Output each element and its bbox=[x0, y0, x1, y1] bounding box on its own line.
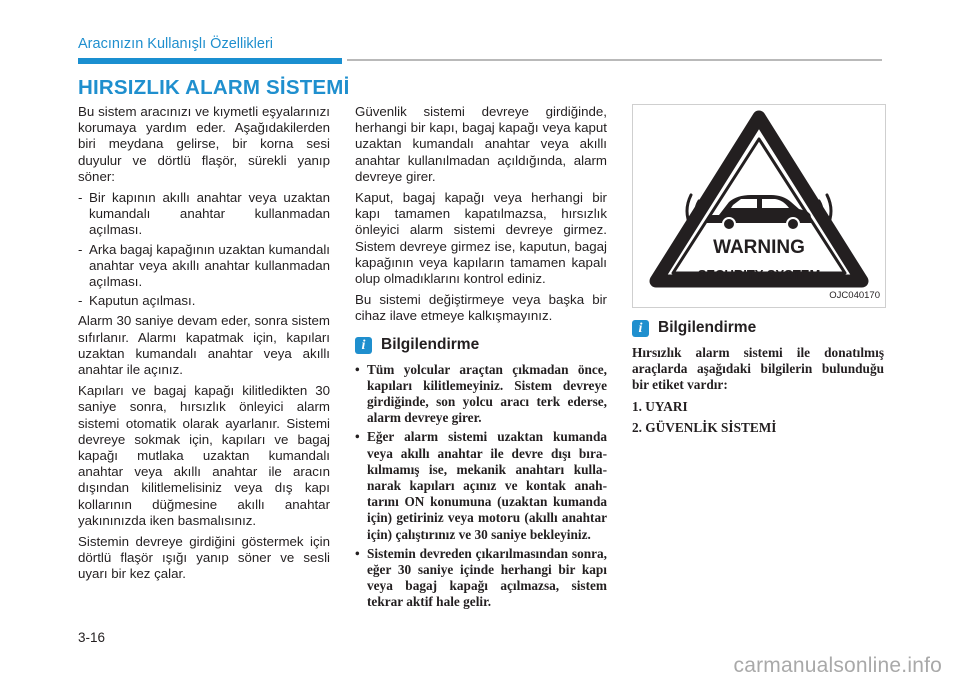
paragraph: Kaput, bagaj kapağı veya herhangi bir kapı tamamen kapatılmazsa, hırsızlık önleyici alarm sistemi devreye girmez. Sistem devreye girmez ise, kaputun, bagaj kapağının veya kapıların tamamen kapalı olup olmadıklarını kontrol ediniz. bbox=[355, 190, 607, 287]
warning-text: WARNING bbox=[713, 237, 805, 258]
car-warning-triangle-icon bbox=[633, 105, 885, 307]
info-heading bbox=[355, 337, 607, 354]
header-accent-bar bbox=[78, 58, 342, 64]
list-item: - Kaputun açılması. bbox=[78, 293, 196, 309]
warning-label-figure bbox=[632, 104, 886, 308]
column-right bbox=[632, 104, 884, 441]
info-title: Bilgilendirme bbox=[381, 336, 480, 354]
car-icon bbox=[707, 195, 811, 230]
intro-paragraph: Bu sistem aracınızı ve kıymetli eşyalarınızı korumaya yardım eder. Aşağıdakilerden biri meydana gelirse, bir korna sesi duyulur ve dörtlü flaşör, sürekli yanıp söner: bbox=[78, 104, 330, 184]
section-header: Aracınızın Kullanışlı Özellikleri bbox=[78, 36, 274, 52]
info-icon: i bbox=[632, 320, 649, 337]
security-system-text: SECURITY SYSTEM bbox=[697, 267, 821, 282]
paragraph: Kapıları ve bagaj kapağı kilitledikten 30 saniye sonra, hırsızlık önleyici alarm sistemi otomatik olarak ayarlanır. Sistemi devreye sokmak için, kapıları ve bagaj kapağı mutlaka uzaktan kumandalı anahtar veya akıllı anahtar ile aracın dışından kilitlemelisiniz veya dış kapı kollarının düğmesine akıllı anahtar yakınınızda iken basmalısınız. bbox=[78, 383, 330, 528]
info-bullets bbox=[355, 362, 607, 611]
info-icon: i bbox=[355, 337, 372, 354]
list-item: • Sistemin devreden çıkarılmasından sonra, eğer 30 saniye içinde herhangi bir kapı veya bagaj kapağı açılmazsa, sistem tekrar aktif hale gelir. bbox=[355, 545, 607, 610]
paragraph: Güvenlik sistemi devreye girdiğinde, herhangi bir kapı, bagaj kapağı veya kaput uzaktan kumandalı anahtar veya akıllı anahtar kullanılmadan açıldığında, alarm devreye girer. bbox=[355, 104, 607, 184]
list-item: - Bir kapının akıllı anahtar veya uzaktan kumandalı anahtar kullanmadan açılması. bbox=[78, 190, 330, 238]
paragraph: Bu sistemi değiştirmeye veya başka bir cihaz ilave etmeye kalkışmayınız. bbox=[355, 292, 607, 324]
list-item: • Tüm yolcular araçtan çıkmadan önce, kapıları kilitlemeyiniz. Sistem devreye girdiğinde, son yolcu aracı terk ederse, alarm devreye girer. bbox=[355, 361, 607, 426]
label-line-2: 2. GÜVENLİK SİSTEMİ bbox=[632, 419, 777, 435]
info-paragraph: Hırsızlık alarm sistemi ile donatılmış araçlarda aşağıdaki bilgilerin bulunduğu bir etiket vardır: bbox=[632, 345, 884, 393]
list-item: • Eğer alarm sistemi uzaktan kumanda veya akıllı anahtar ile devre dışı bırakılmamış ise, mekanik anahtarı kullanarak kapıları açınız ve kontak anahtarını ON konumuna (uzaktan kumanda için) getiriniz veya motoru (akıllı anahtar için) çalıştırınız ve 30 saniye bekleyiniz. bbox=[355, 429, 607, 542]
figure-code: OJC040170 bbox=[829, 289, 880, 301]
info-heading bbox=[632, 320, 884, 337]
info-title: Bilgilendirme bbox=[658, 319, 757, 337]
label-line-1: 1. UYARI bbox=[632, 398, 688, 414]
paragraph: Alarm 30 saniye devam eder, sonra sistem sıfırlanır. Alarmı kapatmak için, kapıları uzaktan kumandalı anahtar veya akıllı anahtar ile açınız. bbox=[78, 313, 330, 378]
page-number: 3-16 bbox=[78, 630, 106, 645]
column-left bbox=[78, 104, 330, 588]
paragraph: Sistemin devreye girdiğini göstermek için dörtlü flaşör ışığı yanıp söner ve sesli uyarı bir kez çalar. bbox=[78, 534, 330, 582]
watermark: carmanualsonline.info bbox=[733, 654, 942, 677]
page-title: HIRSIZLIK ALARM SİSTEMİ bbox=[78, 76, 350, 99]
list-item: - Arka bagaj kapağının uzaktan kumandalı anahtar veya akıllı anahtar kullanmadan açılması. bbox=[78, 241, 330, 290]
column-middle bbox=[355, 104, 607, 614]
trigger-list bbox=[78, 190, 330, 309]
header-rule bbox=[347, 59, 882, 61]
